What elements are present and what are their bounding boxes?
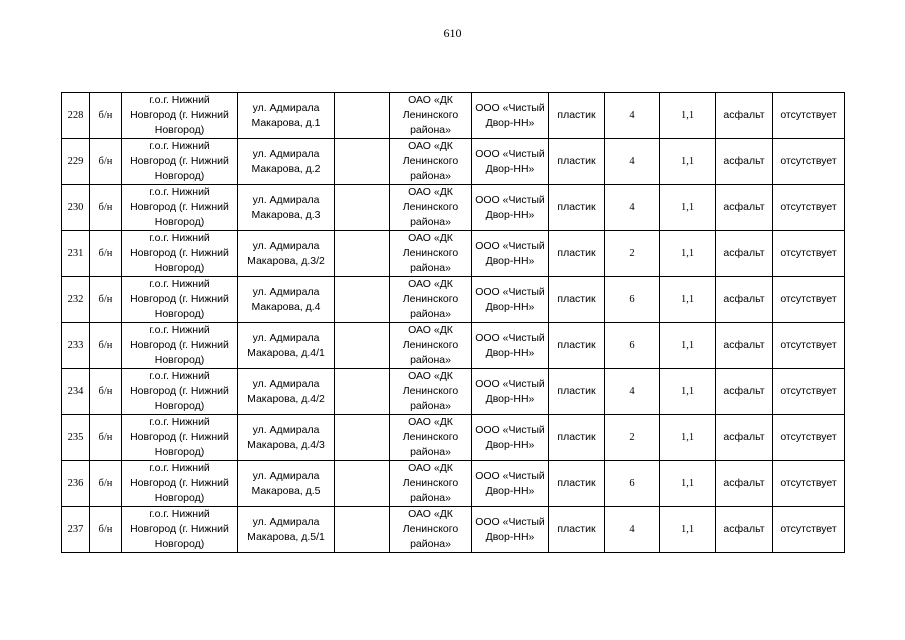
- cell-address-line: ул. Адмирала: [252, 377, 320, 390]
- cell-owner-line: ОАО «ДК: [408, 508, 453, 520]
- cell-address-line: Макарова, д.4/3: [247, 438, 325, 451]
- cell-fence: отсутствует: [773, 93, 845, 139]
- cell-row-number: 237: [62, 507, 90, 553]
- cell-settlement-line: г.о.г. Нижний: [149, 278, 210, 290]
- cell-row-number: 231: [62, 231, 90, 277]
- cell-row-number: 233: [62, 323, 90, 369]
- table-row: [62, 507, 845, 553]
- cell-owner: [390, 139, 472, 185]
- cell-container-volume: 1,1: [660, 323, 716, 369]
- cell-owner-line: Ленинского: [402, 247, 459, 259]
- cell-address-line: Макарова, д.4/2: [247, 392, 325, 405]
- cell-operator: [472, 461, 549, 507]
- cell-operator-line: ООО «Чистый: [475, 147, 545, 160]
- cell-container-material: пластик: [549, 507, 605, 553]
- cell-container-count: 4: [605, 507, 660, 553]
- cell-fence: отсутствует: [773, 369, 845, 415]
- cell-owner-line: Ленинского: [402, 155, 459, 167]
- cell-container-material: пластик: [549, 323, 605, 369]
- cell-container-material: пластик: [549, 415, 605, 461]
- cell-settlement-line: Новгород): [154, 124, 205, 136]
- cell-operator-line: ООО «Чистый: [475, 239, 545, 252]
- cell-operator-line: Двор-НН»: [485, 346, 535, 359]
- cell-empty: [335, 369, 390, 415]
- cell-settlement-line: Новгород): [154, 262, 205, 274]
- cell-settlement-line: Новгород): [154, 354, 205, 366]
- cell-container-count: 6: [605, 277, 660, 323]
- cell-owner-line: Ленинского: [402, 109, 459, 121]
- cell-address-line: Макарова, д.4: [251, 300, 321, 313]
- cell-address-line: ул. Адмирала: [252, 331, 320, 344]
- cell-house-number: б/н: [90, 93, 122, 139]
- cell-house-number: б/н: [90, 507, 122, 553]
- cell-address: [238, 323, 335, 369]
- cell-address-line: ул. Адмирала: [252, 193, 320, 206]
- registry-table: [61, 92, 845, 553]
- cell-settlement-line: Новгород (г. Нижний: [130, 109, 229, 121]
- cell-operator: [472, 185, 549, 231]
- cell-container-material: пластик: [549, 277, 605, 323]
- cell-fence: отсутствует: [773, 277, 845, 323]
- cell-row-number: 228: [62, 93, 90, 139]
- cell-empty: [335, 93, 390, 139]
- cell-address-line: ул. Адмирала: [252, 239, 320, 252]
- cell-owner-line: ОАО «ДК: [408, 94, 453, 106]
- cell-settlement: [122, 461, 238, 507]
- cell-owner-line: ОАО «ДК: [408, 370, 453, 382]
- cell-surface-type: асфальт: [716, 415, 773, 461]
- cell-settlement-line: Новгород (г. Нижний: [130, 155, 229, 167]
- cell-owner-line: района»: [410, 492, 451, 504]
- table-row: [62, 461, 845, 507]
- cell-surface-type: асфальт: [716, 369, 773, 415]
- cell-address: [238, 507, 335, 553]
- cell-owner-line: района»: [410, 400, 451, 412]
- table-row: [62, 139, 845, 185]
- cell-settlement-line: Новгород): [154, 538, 205, 550]
- cell-surface-type: асфальт: [716, 461, 773, 507]
- cell-owner-line: ОАО «ДК: [408, 462, 453, 474]
- cell-owner-line: района»: [410, 308, 451, 320]
- cell-surface-type: асфальт: [716, 323, 773, 369]
- cell-settlement-line: г.о.г. Нижний: [149, 232, 210, 244]
- cell-owner-line: ОАО «ДК: [408, 140, 453, 152]
- cell-settlement: [122, 93, 238, 139]
- cell-surface-type: асфальт: [716, 507, 773, 553]
- cell-empty: [335, 507, 390, 553]
- cell-container-material: пластик: [549, 93, 605, 139]
- cell-owner: [390, 93, 472, 139]
- cell-container-count: 4: [605, 93, 660, 139]
- cell-address-line: ул. Адмирала: [252, 423, 320, 436]
- cell-container-volume: 1,1: [660, 231, 716, 277]
- cell-address-line: Макарова, д.5: [251, 484, 321, 497]
- cell-owner-line: Ленинского: [402, 477, 459, 489]
- cell-settlement: [122, 231, 238, 277]
- cell-owner-line: района»: [410, 262, 451, 274]
- cell-empty: [335, 139, 390, 185]
- cell-operator: [472, 415, 549, 461]
- cell-operator-line: Двор-НН»: [485, 484, 535, 497]
- cell-operator: [472, 277, 549, 323]
- cell-address: [238, 415, 335, 461]
- cell-owner: [390, 231, 472, 277]
- cell-operator: [472, 369, 549, 415]
- cell-operator-line: Двор-НН»: [485, 530, 535, 543]
- cell-operator-line: ООО «Чистый: [475, 331, 545, 344]
- table-row: [62, 323, 845, 369]
- cell-house-number: б/н: [90, 415, 122, 461]
- cell-operator: [472, 93, 549, 139]
- cell-owner: [390, 507, 472, 553]
- cell-owner-line: ОАО «ДК: [408, 416, 453, 428]
- cell-address-line: Макарова, д.1: [251, 116, 321, 129]
- cell-operator-line: Двор-НН»: [485, 254, 535, 267]
- cell-row-number: 235: [62, 415, 90, 461]
- cell-empty: [335, 415, 390, 461]
- cell-address: [238, 369, 335, 415]
- cell-address-line: Макарова, д.3/2: [247, 254, 325, 267]
- cell-settlement-line: Новгород): [154, 492, 205, 504]
- cell-surface-type: асфальт: [716, 277, 773, 323]
- cell-settlement-line: Новгород): [154, 216, 205, 228]
- table-row: [62, 369, 845, 415]
- cell-address-line: ул. Адмирала: [252, 469, 320, 482]
- cell-settlement-line: Новгород (г. Нижний: [130, 385, 229, 397]
- cell-surface-type: асфальт: [716, 93, 773, 139]
- cell-settlement-line: Новгород (г. Нижний: [130, 247, 229, 259]
- cell-container-count: 2: [605, 231, 660, 277]
- cell-settlement: [122, 415, 238, 461]
- cell-fence: отсутствует: [773, 415, 845, 461]
- cell-operator-line: ООО «Чистый: [475, 515, 545, 528]
- cell-settlement-line: Новгород (г. Нижний: [130, 293, 229, 305]
- cell-operator-line: ООО «Чистый: [475, 285, 545, 298]
- cell-settlement-line: г.о.г. Нижний: [149, 140, 210, 152]
- cell-empty: [335, 323, 390, 369]
- cell-house-number: б/н: [90, 277, 122, 323]
- cell-operator: [472, 139, 549, 185]
- cell-settlement-line: г.о.г. Нижний: [149, 508, 210, 520]
- cell-container-material: пластик: [549, 139, 605, 185]
- table-row: [62, 185, 845, 231]
- cell-address-line: Макарова, д.4/1: [247, 346, 325, 359]
- cell-surface-type: асфальт: [716, 231, 773, 277]
- cell-container-volume: 1,1: [660, 461, 716, 507]
- table-row: [62, 93, 845, 139]
- cell-container-volume: 1,1: [660, 369, 716, 415]
- cell-owner-line: района»: [410, 446, 451, 458]
- cell-operator-line: ООО «Чистый: [475, 377, 545, 390]
- cell-empty: [335, 231, 390, 277]
- cell-empty: [335, 461, 390, 507]
- cell-owner-line: Ленинского: [402, 339, 459, 351]
- cell-operator: [472, 507, 549, 553]
- cell-settlement-line: Новгород (г. Нижний: [130, 201, 229, 213]
- cell-house-number: б/н: [90, 139, 122, 185]
- cell-owner: [390, 277, 472, 323]
- cell-address-line: ул. Адмирала: [252, 285, 320, 298]
- cell-settlement-line: г.о.г. Нижний: [149, 186, 210, 198]
- cell-settlement-line: Новгород (г. Нижний: [130, 431, 229, 443]
- registry-table-body: [62, 93, 845, 553]
- cell-operator-line: ООО «Чистый: [475, 101, 545, 114]
- cell-owner-line: ОАО «ДК: [408, 324, 453, 336]
- cell-operator-line: Двор-НН»: [485, 208, 535, 221]
- table-row: [62, 231, 845, 277]
- cell-house-number: б/н: [90, 231, 122, 277]
- cell-owner: [390, 185, 472, 231]
- cell-fence: отсутствует: [773, 507, 845, 553]
- cell-address: [238, 277, 335, 323]
- cell-settlement-line: Новгород): [154, 308, 205, 320]
- cell-owner-line: ОАО «ДК: [408, 278, 453, 290]
- cell-owner-line: Ленинского: [402, 201, 459, 213]
- cell-operator-line: Двор-НН»: [485, 162, 535, 175]
- cell-fence: отсутствует: [773, 323, 845, 369]
- cell-fence: отсутствует: [773, 185, 845, 231]
- cell-owner: [390, 415, 472, 461]
- cell-container-volume: 1,1: [660, 507, 716, 553]
- cell-owner-line: Ленинского: [402, 293, 459, 305]
- cell-container-volume: 1,1: [660, 93, 716, 139]
- cell-container-count: 6: [605, 461, 660, 507]
- cell-empty: [335, 185, 390, 231]
- cell-settlement-line: г.о.г. Нижний: [149, 94, 210, 106]
- cell-owner-line: Ленинского: [402, 431, 459, 443]
- cell-operator-line: ООО «Чистый: [475, 469, 545, 482]
- cell-operator-line: ООО «Чистый: [475, 193, 545, 206]
- cell-settlement-line: Новгород (г. Нижний: [130, 339, 229, 351]
- cell-owner-line: района»: [410, 354, 451, 366]
- cell-row-number: 236: [62, 461, 90, 507]
- cell-owner-line: Ленинского: [402, 385, 459, 397]
- cell-address-line: Макарова, д.3: [251, 208, 321, 221]
- cell-container-material: пластик: [549, 185, 605, 231]
- cell-row-number: 229: [62, 139, 90, 185]
- cell-container-count: 4: [605, 369, 660, 415]
- cell-owner-line: района»: [410, 124, 451, 136]
- cell-owner-line: ОАО «ДК: [408, 186, 453, 198]
- table-row: [62, 415, 845, 461]
- cell-operator-line: Двор-НН»: [485, 392, 535, 405]
- cell-address-line: Макарова, д.2: [251, 162, 321, 175]
- cell-container-material: пластик: [549, 461, 605, 507]
- cell-house-number: б/н: [90, 185, 122, 231]
- cell-address: [238, 231, 335, 277]
- cell-row-number: 232: [62, 277, 90, 323]
- cell-settlement: [122, 369, 238, 415]
- cell-settlement: [122, 139, 238, 185]
- cell-fence: отсутствует: [773, 231, 845, 277]
- cell-operator-line: Двор-НН»: [485, 116, 535, 129]
- cell-settlement-line: Новгород): [154, 170, 205, 182]
- cell-address: [238, 461, 335, 507]
- cell-address: [238, 185, 335, 231]
- cell-container-count: 4: [605, 185, 660, 231]
- table-row: [62, 277, 845, 323]
- cell-settlement-line: Новгород (г. Нижний: [130, 477, 229, 489]
- cell-owner-line: ОАО «ДК: [408, 232, 453, 244]
- cell-settlement-line: Новгород): [154, 446, 205, 458]
- cell-settlement: [122, 277, 238, 323]
- cell-settlement-line: г.о.г. Нижний: [149, 416, 210, 428]
- cell-settlement-line: Новгород (г. Нижний: [130, 523, 229, 535]
- cell-address: [238, 139, 335, 185]
- cell-owner: [390, 461, 472, 507]
- cell-settlement-line: Новгород): [154, 400, 205, 412]
- cell-container-material: пластик: [549, 369, 605, 415]
- cell-operator: [472, 323, 549, 369]
- cell-container-volume: 1,1: [660, 277, 716, 323]
- cell-address: [238, 93, 335, 139]
- cell-operator-line: Двор-НН»: [485, 300, 535, 313]
- cell-owner: [390, 323, 472, 369]
- cell-empty: [335, 277, 390, 323]
- cell-settlement: [122, 185, 238, 231]
- cell-surface-type: асфальт: [716, 139, 773, 185]
- cell-settlement: [122, 323, 238, 369]
- cell-owner: [390, 369, 472, 415]
- cell-address-line: ул. Адмирала: [252, 515, 320, 528]
- cell-operator-line: Двор-НН»: [485, 438, 535, 451]
- cell-surface-type: асфальт: [716, 185, 773, 231]
- cell-house-number: б/н: [90, 369, 122, 415]
- cell-row-number: 230: [62, 185, 90, 231]
- cell-owner-line: Ленинского: [402, 523, 459, 535]
- cell-operator: [472, 231, 549, 277]
- cell-container-count: 6: [605, 323, 660, 369]
- cell-settlement-line: г.о.г. Нижний: [149, 370, 210, 382]
- cell-container-material: пластик: [549, 231, 605, 277]
- cell-fence: отсутствует: [773, 139, 845, 185]
- cell-container-volume: 1,1: [660, 139, 716, 185]
- cell-container-volume: 1,1: [660, 415, 716, 461]
- cell-owner-line: района»: [410, 216, 451, 228]
- cell-row-number: 234: [62, 369, 90, 415]
- cell-container-count: 4: [605, 139, 660, 185]
- cell-address-line: ул. Адмирала: [252, 147, 320, 160]
- page-number: 610: [443, 26, 462, 40]
- cell-owner-line: района»: [410, 538, 451, 550]
- cell-settlement-line: г.о.г. Нижний: [149, 324, 210, 336]
- cell-address-line: ул. Адмирала: [252, 101, 320, 114]
- cell-house-number: б/н: [90, 461, 122, 507]
- cell-container-volume: 1,1: [660, 185, 716, 231]
- cell-container-count: 2: [605, 415, 660, 461]
- cell-settlement: [122, 507, 238, 553]
- cell-settlement-line: г.о.г. Нижний: [149, 462, 210, 474]
- cell-operator-line: ООО «Чистый: [475, 423, 545, 436]
- cell-address-line: Макарова, д.5/1: [247, 530, 325, 543]
- cell-owner-line: района»: [410, 170, 451, 182]
- cell-fence: отсутствует: [773, 461, 845, 507]
- cell-house-number: б/н: [90, 323, 122, 369]
